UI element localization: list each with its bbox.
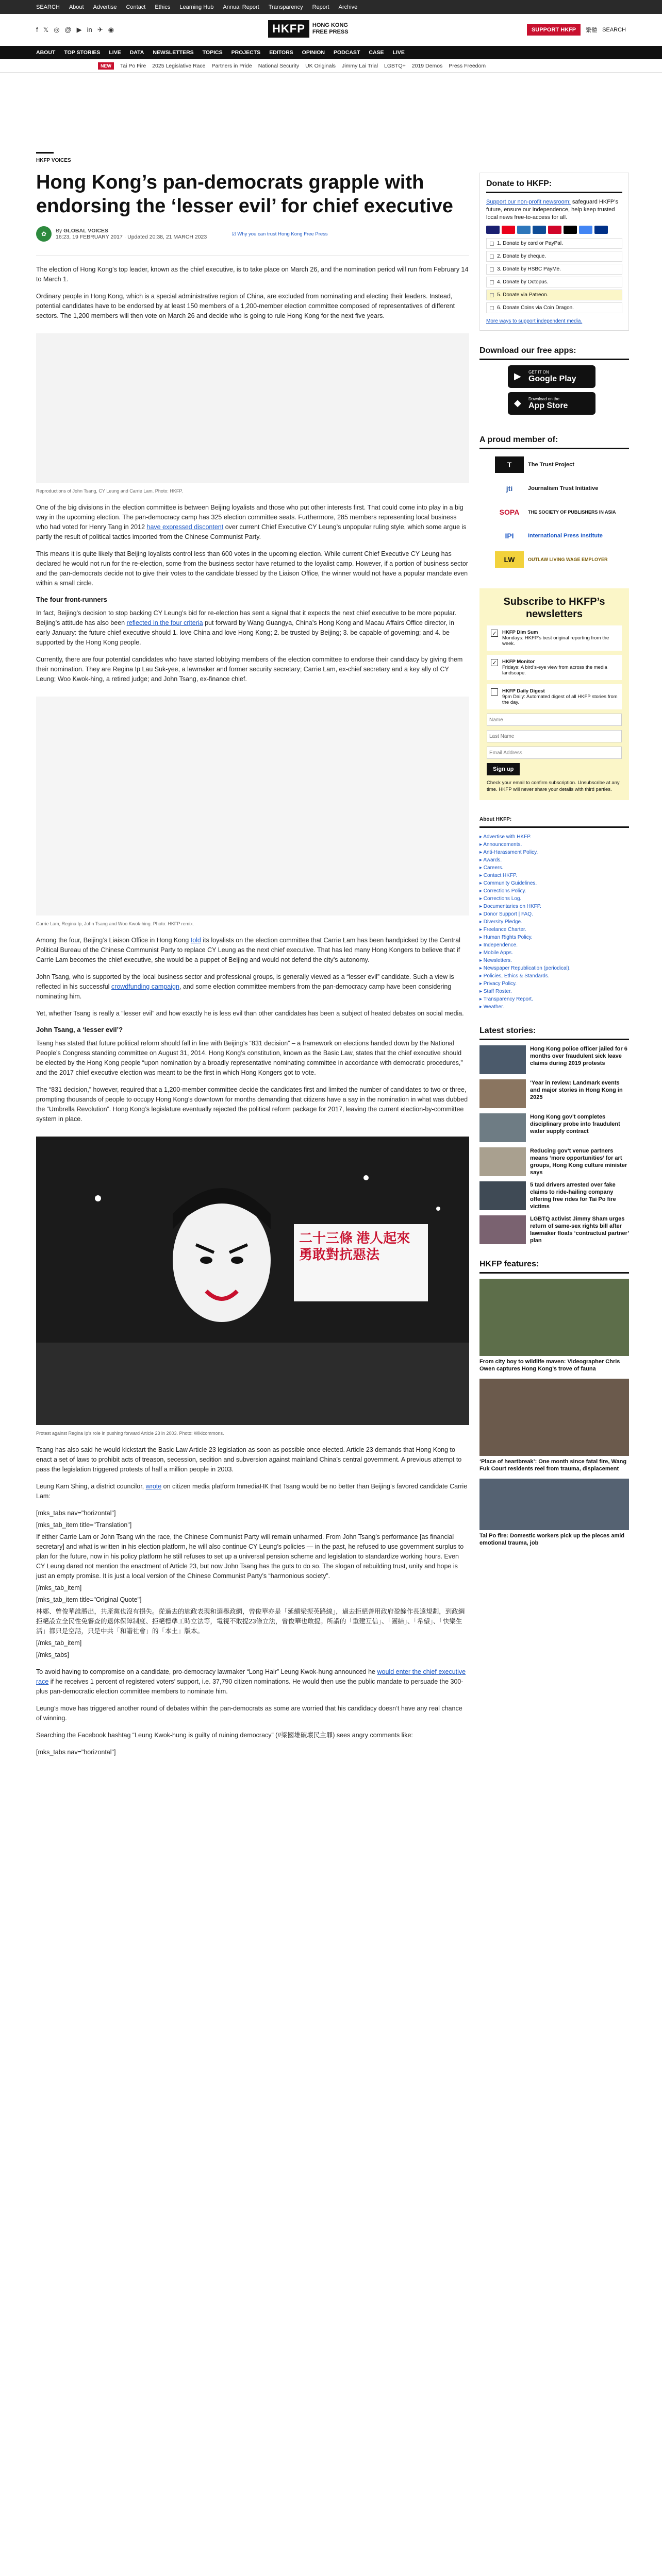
nav-data[interactable]: DATA bbox=[129, 49, 144, 56]
nav-case[interactable]: CASE bbox=[369, 49, 384, 56]
nav-editors[interactable]: EDITORS bbox=[269, 49, 293, 56]
section-heading: The four front-runners bbox=[36, 596, 107, 603]
header-actions bbox=[527, 24, 626, 36]
amex-icon bbox=[517, 226, 531, 234]
member-logo[interactable]: LW OUTLAW LIVING WAGE EMPLOYER bbox=[495, 551, 629, 568]
checkbox-icon[interactable] bbox=[491, 688, 498, 696]
telegram-icon[interactable]: ✈ bbox=[97, 26, 103, 33]
donate-option[interactable]: 1. Donate by card or PayPal. bbox=[486, 238, 622, 249]
apps-heading: Download our free apps: bbox=[479, 346, 629, 360]
paypal-icon bbox=[594, 226, 608, 234]
trust-link[interactable] bbox=[231, 231, 327, 237]
about-link[interactable]: ▸ Newspaper Republication (periodical). bbox=[479, 965, 571, 971]
about-link[interactable]: ▸ Mobile Apps. bbox=[479, 950, 514, 956]
about-link[interactable]: ▸ Privacy Policy. bbox=[479, 981, 517, 987]
sopa-icon: SOPA bbox=[499, 508, 520, 516]
nav-podcast[interactable]: PODCAST bbox=[334, 49, 360, 56]
shortcode-text: [/mks_tab_item] bbox=[36, 1639, 82, 1647]
inline-link[interactable]: would enter the chief executive race bbox=[36, 1668, 466, 1685]
trust-project-icon: T bbox=[495, 456, 524, 473]
member-logo[interactable]: T The Trust Project bbox=[495, 456, 629, 473]
members-heading: A proud member of: bbox=[479, 435, 629, 449]
about-section bbox=[479, 816, 629, 1011]
donate-option[interactable]: 6. Donate Coins via Coin Dragon. bbox=[486, 302, 622, 313]
about-link[interactable]: ▸ Community Guidelines. bbox=[479, 880, 537, 886]
logo-mark: HKFP bbox=[268, 20, 309, 38]
story-thumbnail bbox=[479, 1079, 526, 1108]
paragraph: Ordinary people in Hong Kong, which is a special administrative region of China, are excluded from nominating and electing their leaders. Instead, potential candidates have to be endorsed by at least 150 members of a 1,200-member election committee composed of representatives of different sectors. The 1,200 members will then vote on March 26 and decide who is going to rule Hong Kong for the next five years. bbox=[36, 293, 455, 319]
inline-link[interactable]: have expressed discontent bbox=[146, 523, 224, 531]
site-logo[interactable] bbox=[268, 20, 349, 38]
nav-newsletters[interactable]: NEWSLETTERS bbox=[153, 49, 194, 56]
about-link[interactable]: ▸ Staff Roster. bbox=[479, 989, 512, 994]
about-heading: About HKFP: bbox=[479, 816, 629, 828]
donate-text: Support our non-profit newsroom: safeguard HKFP’s future, ensure our independence, help keep trusted local news free-to-access for all. bbox=[486, 199, 618, 221]
latest-story[interactable]: LGBTQ activist Jimmy Sham urges return of same-sex rights bill after lawmaker floats ‘contractual partner’ plan bbox=[479, 1215, 629, 1244]
living-wage-icon: LW bbox=[495, 551, 524, 568]
donate-box bbox=[479, 173, 629, 331]
paragraph: Among the four, Beijing’s Liaison Office in Hong Kong told its loyalists on the election committee that Carrie Lam has been handpicked by the Central Political Bureau of the Chinese Communist Party to replace CY Leung as the next chief executive. That has led many Hong Kongers to believe that if Carrie Lam becomes the chief executive, she would be a puppet of Beijing and would not defend the city’s autonomy. bbox=[36, 937, 460, 963]
shortcode-text: [mks_tab_item title="Original Quote"] bbox=[36, 1596, 142, 1603]
newsletter-box bbox=[479, 588, 629, 800]
nav-live[interactable]: LIVE bbox=[109, 49, 121, 56]
trust-icon: ☑ bbox=[231, 231, 238, 237]
google-play-badge[interactable]: ▶ GET IT ON Google Play bbox=[508, 365, 595, 388]
photo-caption: Protest against Regina Ip’s role in pushing forward Article 23 in 2003. Photo: Wikicommons. bbox=[36, 1431, 224, 1436]
checkbox-checked-icon[interactable]: ✓ bbox=[491, 630, 498, 637]
trending-bar bbox=[0, 59, 662, 73]
features-heading: HKFP features: bbox=[479, 1260, 629, 1274]
visa-icon bbox=[486, 226, 500, 234]
about-link[interactable]: ▸ Announcements. bbox=[479, 842, 522, 848]
feature-thumbnail bbox=[479, 1379, 629, 1456]
article-title: Hong Kong’s pan-democrats grapple with endorsing the ‘lesser evil’ for chief executive bbox=[36, 172, 453, 217]
topbar-contact[interactable]: Contact bbox=[126, 4, 146, 10]
donate-link[interactable]: Support our non-profit newsroom: bbox=[486, 199, 571, 205]
byline-text: By GLOBAL VOICES 16:23, 19 FEBRUARY 2017 · Updated 20:38, 21 MARCH 2023 bbox=[56, 228, 207, 240]
about-link[interactable]: ▸ Weather. bbox=[479, 1004, 504, 1010]
inline-link[interactable]: told bbox=[190, 937, 201, 944]
name-field[interactable] bbox=[487, 714, 622, 726]
sidebar bbox=[479, 173, 629, 1553]
trending-item[interactable]: Tai Po Fire bbox=[120, 62, 146, 69]
story-thumbnail bbox=[479, 1215, 526, 1244]
paragraph: Tsang has also said he would kickstart the Basic Law Article 23 legislation as soon as possible once elected. Article 23 demands that Hong Kong to enact a set of laws to prohibit acts of treason, secession, sedition and subversion against mainland China’s central government. A previous attempt to pass the legislation triggered protests of half a million people in 2003. bbox=[36, 1446, 462, 1473]
about-link[interactable]: ▸ Advertise with HKFP. bbox=[479, 834, 532, 840]
nav-about[interactable]: ABOUT bbox=[36, 49, 56, 56]
paragraph: The election of Hong Kong’s top leader, known as the chief executive, is to take place on March 26, and the nomination period will run from February 14 to March 1. bbox=[36, 266, 469, 283]
donate-heading: Donate to HKFP: bbox=[486, 179, 622, 193]
about-link[interactable]: ▸ Freelance Charter. bbox=[479, 927, 526, 933]
latest-story[interactable]: Hong Kong police officer jailed for 6 months over fraudulent sick leave claims during 2019 protests bbox=[479, 1045, 629, 1074]
shortcode-text: [/mks_tabs] bbox=[36, 1651, 69, 1658]
inline-link[interactable]: wrote bbox=[145, 1483, 162, 1490]
unionpay-icon bbox=[548, 226, 561, 234]
paragraph: Currently, there are four potential candidates who have started lobbying members of the election committee to endorse their candidacy by giving them their nomination. They are Regina Ip Lau Suk-yee, a lawmaker and former security secretary; Carrie Lam, ex-chief secretary and a key ally of CY Leung; Woo Kwok-hing, a retired judge; and John Tsang, ex-finance chief. bbox=[36, 656, 463, 683]
about-link[interactable]: ▸ Corrections Log. bbox=[479, 896, 522, 902]
youtube-icon[interactable]: ▶ bbox=[76, 26, 82, 33]
paragraph: Yet, whether Tsang is really a “lesser evil” and how exactly he is less evil than other candidates has been a subject of heated debates on social media. bbox=[36, 1010, 464, 1017]
more-ways-link[interactable]: More ways to support independent media. bbox=[486, 318, 583, 324]
story-thumbnail bbox=[479, 1113, 526, 1142]
author-avatar: ✿ bbox=[36, 226, 52, 242]
shortcode-text: [mks_tab_item title="Translation"] bbox=[36, 1521, 132, 1529]
feature-story[interactable]: Tai Po fire: Domestic workers pick up the pieces amid emotional trauma, job bbox=[479, 1479, 629, 1547]
sign-up-button[interactable]: Sign up bbox=[487, 763, 520, 775]
about-link[interactable]: ▸ Transparency Report. bbox=[479, 996, 533, 1002]
trending-label: NEW bbox=[98, 62, 114, 70]
bullet-icon bbox=[490, 255, 494, 259]
topbar-archive[interactable]: Archive bbox=[338, 4, 358, 10]
threads-icon[interactable]: @ bbox=[64, 26, 72, 33]
latest-story[interactable]: Hong Kong gov’t completes disciplinary probe into fraudulent water supply contract bbox=[479, 1113, 629, 1142]
x-icon[interactable]: 𝕏 bbox=[43, 26, 49, 33]
feature-story[interactable]: From city boy to wildlife maven: Videographer Chris Owen captures Hong Kong’s trove of fauna bbox=[479, 1279, 629, 1372]
jcb-icon bbox=[533, 226, 546, 234]
bullet-icon bbox=[490, 242, 494, 246]
nav-topics[interactable]: TOPICS bbox=[202, 49, 223, 56]
story-thumbnail bbox=[479, 1181, 526, 1210]
app-store-badge[interactable]: ◆ Download on the App Store bbox=[508, 392, 595, 415]
facebook-icon[interactable]: f bbox=[36, 26, 38, 33]
nav-projects[interactable]: PROJECTS bbox=[231, 49, 261, 56]
paragraph: The “831 decision,” however, required that a 1,200-member committee decide the candidates first and limited the number of candidates to two or three, prompting thousands of people to occupy Hong Kong’s downtown for months demanding that citizens have a say in the nomination in what was dubbed the “Umbrella Revolution”. Hong Kong’s legislature eventually rejected the political reform package for 2017, leaving the current election-by-committee system in place. bbox=[36, 1086, 468, 1123]
quote-paragraph: If either Carrie Lam or John Tsang win the race, the Chinese Communist Party will remain unharmed. From John Tsang’s performance [as financial secretary] and what is written in his election platform, he will also continue CY Leung’s policies — in the past, he refused to use government surplus to plan for the future, now in his policy platform he still refuses to set up a universal pension scheme and legislation to standardize working hours. Even CY Leung dared not mention the enactment of Article 23, but now John Tsang has the guts to do so. The slogan of rebuilding trust, unity and hope is just an empty promise. It is just a local version of the Chinese Communist Party’s “harmonious society”. bbox=[36, 1533, 464, 1580]
about-link[interactable]: ▸ Independence. bbox=[479, 942, 518, 948]
member-logo[interactable]: jti Journalism Trust Initiative bbox=[495, 480, 629, 497]
about-link[interactable]: ▸ Contact HKFP. bbox=[479, 873, 518, 878]
nav-live-2[interactable]: LIVE bbox=[392, 49, 405, 56]
social-links bbox=[36, 26, 114, 34]
article-kicker[interactable]: HKFP VOICES bbox=[36, 152, 54, 163]
paragraph: Searching the Facebook hashtag “Leung Kwok-hung is guilty of ruining democracy” (#梁國雄破壞民主罪) sees angry comments like: bbox=[36, 1732, 413, 1739]
shortcode-text: [/mks_tab_item] bbox=[36, 1584, 82, 1591]
trending-item[interactable]: Jimmy Lai Trial bbox=[342, 62, 378, 69]
logo-text: HONG KONG FREE PRESS bbox=[312, 22, 349, 35]
rss-icon[interactable]: ◉ bbox=[108, 26, 114, 33]
latest-section bbox=[479, 1026, 629, 1244]
member-logo[interactable]: SOPA THE SOCIETY OF PUBLISHERS IN ASIA bbox=[495, 504, 629, 520]
latest-story[interactable]: ‘Year in review: Landmark events and major stories in Hong Kong in 2025 bbox=[479, 1079, 629, 1108]
main-nav bbox=[0, 46, 662, 59]
article-photo-leaders bbox=[36, 333, 469, 483]
linkedin-icon[interactable]: in bbox=[87, 26, 92, 33]
ipi-icon: IPI bbox=[505, 532, 514, 540]
paragraph: One of the big divisions in the election committee is between Beijing loyalists and those who put other interests first. That could come into play in a big way in the upcoming election. The pan-democracy camp has 325 election committee seats. Furthermore, 285 members representing local business who had voted for Henry Tang in 2012 have expressed discontent over current Chief Executive CY Leung’s unpopular ruling style, which some argue is partly the result of political tactics imported from the Chinese Communist Party. bbox=[36, 504, 467, 540]
donate-options bbox=[486, 238, 622, 313]
donate-option[interactable]: 3. Donate by HSBC PayMe. bbox=[486, 264, 622, 275]
author-name[interactable]: GLOBAL VOICES bbox=[63, 228, 108, 234]
topbar-advertise[interactable]: Advertise bbox=[93, 4, 117, 10]
checkbox-checked-icon[interactable]: ✓ bbox=[491, 659, 498, 666]
shortcode-text: [mks_tabs nav="horizontal"] bbox=[36, 1510, 116, 1517]
story-thumbnail bbox=[479, 1147, 526, 1176]
about-link[interactable]: ▸ Human Rights Policy. bbox=[479, 935, 533, 940]
about-link[interactable]: ▸ Awards. bbox=[479, 857, 502, 863]
feature-story[interactable]: ‘Place of heartbreak’: One month since fatal fire, Wang Fuk Court residents reel from trauma, displacement bbox=[479, 1379, 629, 1472]
about-link[interactable]: ▸ Diversity Pledge. bbox=[479, 919, 522, 925]
newsletter-note: Check your email to confirm subscription. Unsubscribe at any time. HKFP will never share your details with third parties. bbox=[487, 780, 620, 792]
support-hkfp-button[interactable]: SUPPORT HKFP bbox=[527, 24, 581, 36]
trending-item[interactable]: National Security bbox=[258, 62, 300, 69]
shortcode-text: [mks_tabs nav="horizontal"] bbox=[36, 1749, 116, 1756]
quote-paragraph-chinese: 林鄭、曾俊華誰勝出，共產黨也沒有損失。從過去的施政表現和選舉政綱，曾俊華亦是「延續梁振英路線」，過去拒絕善用政府盈餘作長遠規劃，到政綱拒絕設立全民性免審查的退休保障制度、拒絕標準工時立法等，電視不敢提23條立法，曾俊華也敢提。所謂的「重建互信」、「團結」、「希望」、「快樂生活」都只是空話，只是中共「和諧社會」的「本土」版本。 bbox=[36, 1608, 465, 1635]
trending-item[interactable]: Partners in Pride bbox=[211, 62, 252, 69]
bullet-icon bbox=[490, 306, 494, 310]
topbar-learning-hub[interactable]: Learning Hub bbox=[179, 4, 214, 10]
trust-link-label: Why you can trust Hong Kong Free Press bbox=[237, 231, 328, 237]
newsletter-option[interactable]: HKFP Daily Digest 9pm Daily: Automated digest of all HKFP stories from the day. bbox=[487, 684, 622, 709]
latest-story[interactable]: Reducing gov’t venue partners means ‘more opportunities’ for art groups, Hong Kong culture minister says bbox=[479, 1147, 629, 1176]
about-link[interactable]: ▸ Donor Support | FAQ. bbox=[479, 911, 533, 917]
inline-link[interactable]: crowdfunding campaign bbox=[111, 983, 179, 990]
topbar-annual-report[interactable]: Annual Report bbox=[223, 4, 259, 10]
google-play-icon: ▶ bbox=[514, 371, 521, 381]
utility-bar bbox=[0, 0, 662, 14]
donate-option[interactable]: 2. Donate by cheque. bbox=[486, 251, 622, 262]
apps-section bbox=[479, 346, 629, 415]
features-section bbox=[479, 1260, 629, 1547]
jti-icon: jti bbox=[506, 484, 513, 493]
topbar-transparency[interactable]: Transparency bbox=[268, 4, 303, 10]
feature-thumbnail bbox=[479, 1279, 629, 1356]
article-dates: 16:23, 19 FEBRUARY 2017 · Updated 20:38, 21 MARCH 2023 bbox=[56, 234, 207, 240]
topbar-ethics[interactable]: Ethics bbox=[155, 4, 171, 10]
feature-thumbnail bbox=[479, 1479, 629, 1530]
about-link[interactable]: ▸ Documentaries on HKFP. bbox=[479, 904, 541, 909]
nav-opinion[interactable]: OPINION bbox=[302, 49, 325, 56]
member-logo[interactable]: IPI International Press Institute bbox=[495, 528, 629, 544]
bullet-icon bbox=[490, 293, 494, 297]
about-link[interactable]: ▸ Newsletters. bbox=[479, 958, 512, 963]
donate-option[interactable]: 5. Donate via Patreon. bbox=[486, 290, 622, 300]
topbar-search[interactable]: SEARCH bbox=[36, 4, 60, 10]
mastercard-icon bbox=[502, 226, 515, 234]
topbar-report[interactable]: Report bbox=[312, 4, 329, 10]
email-field[interactable] bbox=[487, 747, 622, 759]
article-body bbox=[36, 255, 469, 1757]
photo-caption: Reproductions of John Tsang, CY Leung and Carrie Lam. Photo: HKFP. bbox=[36, 488, 183, 494]
header-search-button[interactable]: SEARCH bbox=[602, 27, 626, 33]
newsletter-option[interactable]: ✓ HKFP Dim Sum Mondays: HKFP’s best original reporting from the week. bbox=[487, 625, 622, 651]
bullet-icon bbox=[490, 280, 494, 284]
article-photo-candidates bbox=[36, 697, 469, 916]
inline-link[interactable]: reflected in the four criteria bbox=[126, 619, 203, 626]
photo-caption: Carrie Lam, Regina Ip, John Tsang and Woo Kwok-hing. Photo: HKFP remix. bbox=[36, 921, 194, 926]
newsletter-heading: Subscribe to HKFP’s newsletters bbox=[503, 596, 605, 620]
members-section bbox=[479, 435, 629, 568]
byline bbox=[36, 226, 469, 242]
paragraph: Leung Kam Shing, a district councilor, wrote on citizen media platform InmediaHK that Tsang would be no better than Beijing’s favored candidate Carrie Lam: bbox=[36, 1483, 468, 1500]
story-thumbnail bbox=[479, 1045, 526, 1074]
topbar-about[interactable]: About bbox=[69, 4, 84, 10]
language-switch[interactable]: 繁體 bbox=[586, 27, 598, 33]
article-photo-protest bbox=[36, 1137, 469, 1425]
trending-item[interactable]: 2019 Demos bbox=[411, 62, 443, 69]
trending-item[interactable]: Press Freedom bbox=[449, 62, 486, 69]
about-link[interactable]: ▸ Anti-Harassment Policy. bbox=[479, 850, 538, 855]
paragraph: John Tsang, who is supported by the local business sector and professional groups, is generally viewed as a “lesser evil” candidate. Such a view is reflected in his successful crowdfunding campaign, and some election committee members from the pan-democracy camp have been considering nominating him. bbox=[36, 973, 454, 1000]
payment-logos bbox=[486, 226, 622, 234]
latest-heading: Latest stories: bbox=[479, 1026, 629, 1040]
masthead bbox=[0, 14, 662, 46]
instagram-icon[interactable]: ◎ bbox=[54, 26, 60, 33]
paragraph: To avoid having to compromise on a candidate, pro-democracy lawmaker “Long Hair” Leung Kwok-hung announced he would enter the chief executive race if he receives 1 percent of registered voters’ support, i.e. 37,790 citizen nominations. He would then use the public mandate to persuade the 300-plus pan-democratic election committee members to nominate him. bbox=[36, 1668, 466, 1695]
googlepay-icon bbox=[579, 226, 592, 234]
about-link[interactable]: ▸ Policies, Ethics & Standards. bbox=[479, 973, 550, 979]
latest-story[interactable]: 5 taxi drivers arrested over fake claims to ride-hailing company offering free rides for Tai Po fire victims bbox=[479, 1181, 629, 1210]
paragraph: In fact, Beijing’s decision to stop backing CY Leung’s bid for re-election has sent a signal that it expects the next chief executive to be more popular. Beijing’s attitude has also been reflected in the four criteria put forward by Wang Guangya, China’s Hong Kong and Macau Affairs Office director, in early January: the future chief executive should 1. love China and love Hong Kong; 2. be trusted by Beijing; 3. be capable of governing; and 4. be supported by the Hong Kong people. bbox=[36, 609, 457, 646]
trending-item[interactable]: 2025 Legislative Race bbox=[152, 62, 206, 69]
newsletter-option[interactable]: ✓ HKFP Monitor Fridays: A bird’s-eye view from across the media landscape. bbox=[487, 655, 622, 680]
applepay-icon bbox=[564, 226, 577, 234]
about-link[interactable]: ▸ Careers. bbox=[479, 865, 504, 871]
paragraph: Tsang has stated that future political reform should fall in line with Beijing’s “831 decision” – a framework on elections handed down by the National People’s Congress standing committee on August 31, 2014. Hong Kong’s constitution, known as the Basic Law, states that the chief executive should be elected by the Hong Kong people “upon nomination by a broadly representative nominating committee in accordance with democratic procedures,” and the 2017 chief executive election was meant to be the first in which Hong Kongers got to vote. bbox=[36, 1040, 463, 1076]
section-heading: John Tsang, a ‘lesser evil’? bbox=[36, 1026, 123, 1033]
article bbox=[36, 152, 469, 1765]
paragraph: Leung’s move has triggered another round of debates within the pan-democrats as some are worried that his candidacy doesn’t have any real chance of winning. bbox=[36, 1705, 462, 1722]
trending-item[interactable]: UK Originals bbox=[305, 62, 336, 69]
last-name-field[interactable] bbox=[487, 730, 622, 742]
donate-option[interactable]: 4. Donate by Octopus. bbox=[486, 277, 622, 287]
about-links bbox=[479, 833, 629, 1011]
trending-item[interactable]: LGBTQ+ bbox=[384, 62, 406, 69]
nav-top-stories[interactable]: TOP STORIES bbox=[64, 49, 101, 56]
bullet-icon bbox=[490, 267, 494, 272]
about-link[interactable]: ▸ Corrections Policy. bbox=[479, 888, 526, 894]
paragraph: This means it is quite likely that Beijing loyalists control less than 600 votes in the upcoming election. While current Chief Executive CY Leung has declared he would not run for the re-election, some from the business sector have returned to the loyalist camp. However, if a portion of business sector and the pan-democrats decide not to give their votes to the candidate blessed by the Liaison Office, the winner would not have a popular mandate even within a small circle. bbox=[36, 550, 468, 587]
apple-icon: ◆ bbox=[514, 398, 521, 408]
